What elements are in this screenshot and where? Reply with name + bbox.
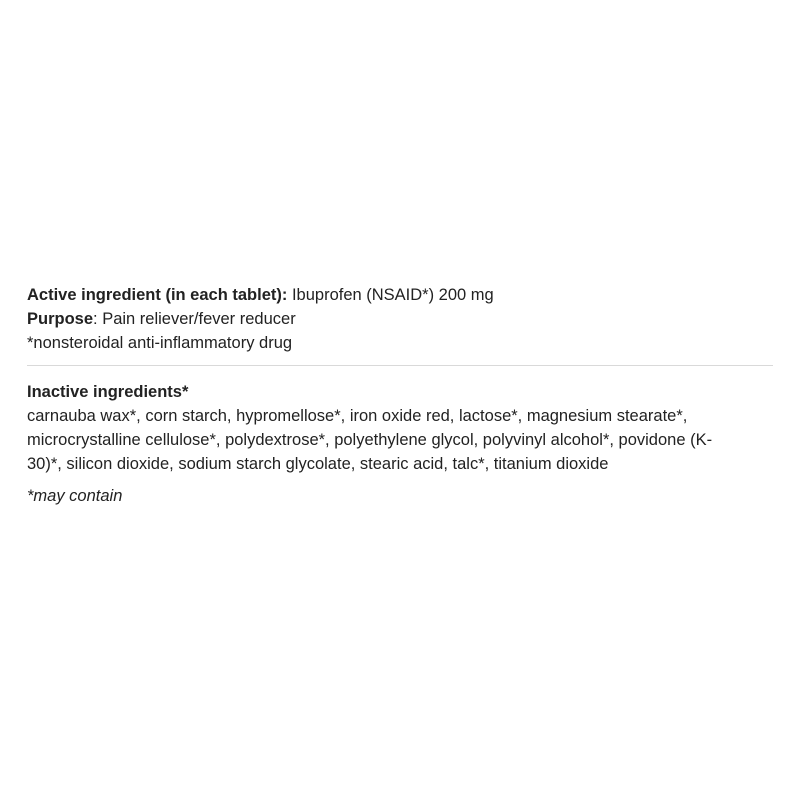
active-ingredient-row: [27, 283, 773, 307]
section-divider: [27, 365, 773, 366]
active-ingredient-label: Active ingredient (in each tablet):: [27, 286, 288, 304]
inactive-ingredients-section: [27, 380, 777, 508]
ingredients-line: microcrystalline cellulose*, polydextrose*, polyethylene glycol, polyvinyl alcohol*, povidone (K-: [27, 431, 713, 449]
may-contain-note: *may contain: [27, 487, 123, 505]
purpose-label: Purpose: [27, 310, 94, 328]
purpose-row: [27, 307, 773, 331]
drug-facts-panel: [27, 283, 773, 355]
nsaid-footnote: *nonsteroidal anti-inflammatory drug: [27, 334, 293, 352]
purpose-value: : Pain reliever/fever reducer: [93, 310, 296, 328]
ingredients-line: carnauba wax*, corn starch, hypromellose*, iron oxide red, lactose*, magnesium stearate*,: [27, 407, 688, 425]
inactive-ingredients-list: [27, 404, 777, 476]
active-ingredient-value: Ibuprofen (NSAID*) 200 mg: [287, 286, 494, 304]
inactive-ingredients-heading: Inactive ingredients*: [27, 383, 189, 401]
ingredients-line: 30)*, silicon dioxide, sodium starch glycolate, stearic acid, talc*, titanium dioxide: [27, 455, 609, 473]
